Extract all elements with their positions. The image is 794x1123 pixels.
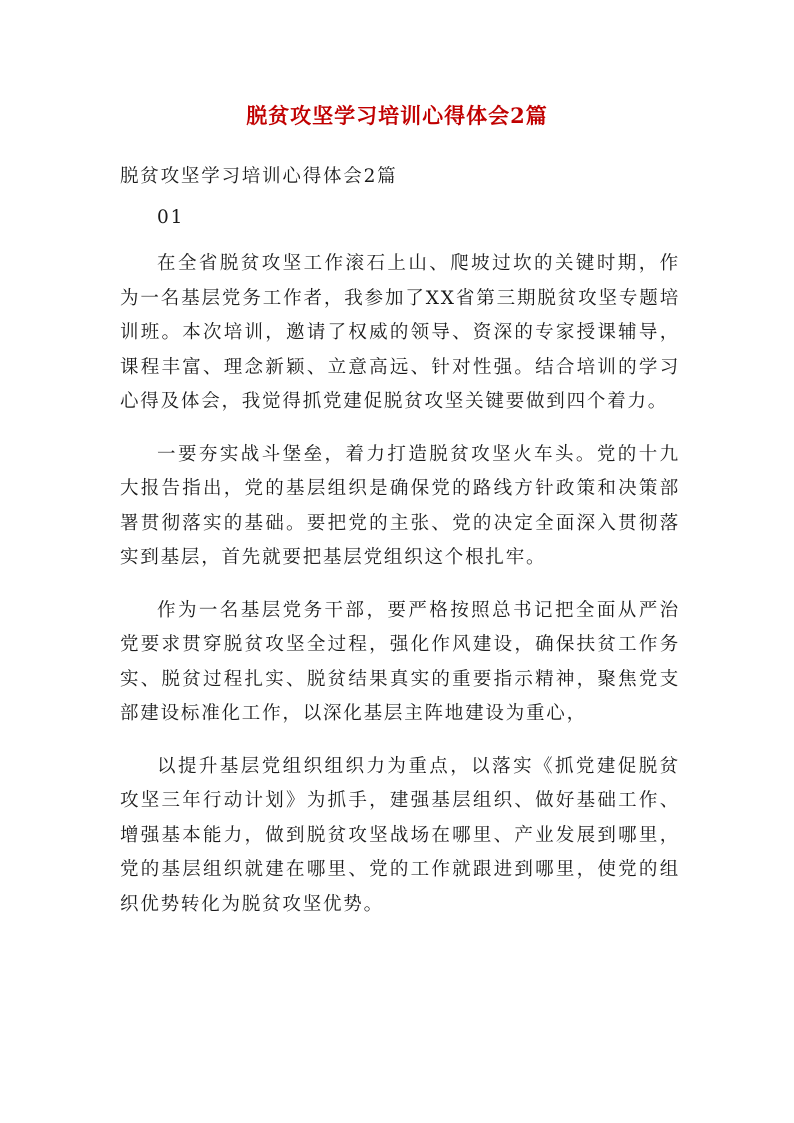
section-number: 01 [157,206,185,228]
document-body [120,160,680,940]
document-subtitle: 脱贫攻坚学习培训心得体会2篇 [120,166,398,187]
paragraph-1: 在全省脱贫攻坚工作滚石上山、爬坡过坎的关键时期，作为一名基层党务工作者，我参加了XX省第三期脱贫攻坚专题培训班。本次培训，邀请了权威的领导、资深的专家授课辅导，课程丰富、理念新颖、立意高远、针对性强。结合培训的学习心得及体会，我觉得抓党建促脱贫攻坚关键要做到四个着力。 [120,253,680,412]
paragraph-3: 作为一名基层党务干部，要严格按照总书记把全面从严治党要求贯穿脱贫攻坚全过程，强化作风建设，确保扶贫工作务实、脱贫过程扎实、脱贫结果真实的重要指示精神，聚焦党支部建设标准化工作，以深化基层主阵地建设为重心， [120,599,680,724]
paragraph-2: 一要夯实战斗堡垒，着力打造脱贫攻坚火车头。党的十九大报告指出，党的基层组织是确保党的路线方针政策和决策部署贯彻落实的基础。要把党的主张、党的决定全面深入贯彻落实到基层，首先就要把基层党组织这个根扎牢。 [120,443,680,568]
document-title: 脱贫攻坚学习培训心得体会2篇 [246,103,548,128]
paragraph-4: 以提升基层党组织组织力为重点，以落实《抓党建促脱贫攻坚三年行动计划》为抓手，建强基层组织、做好基础工作、增强基本能力，做到脱贫攻坚战场在哪里、产业发展到哪里，党的基层组织就建在哪里、党的工作就跟进到哪里，使党的组织优势转化为脱贫攻坚优势。 [120,755,680,915]
